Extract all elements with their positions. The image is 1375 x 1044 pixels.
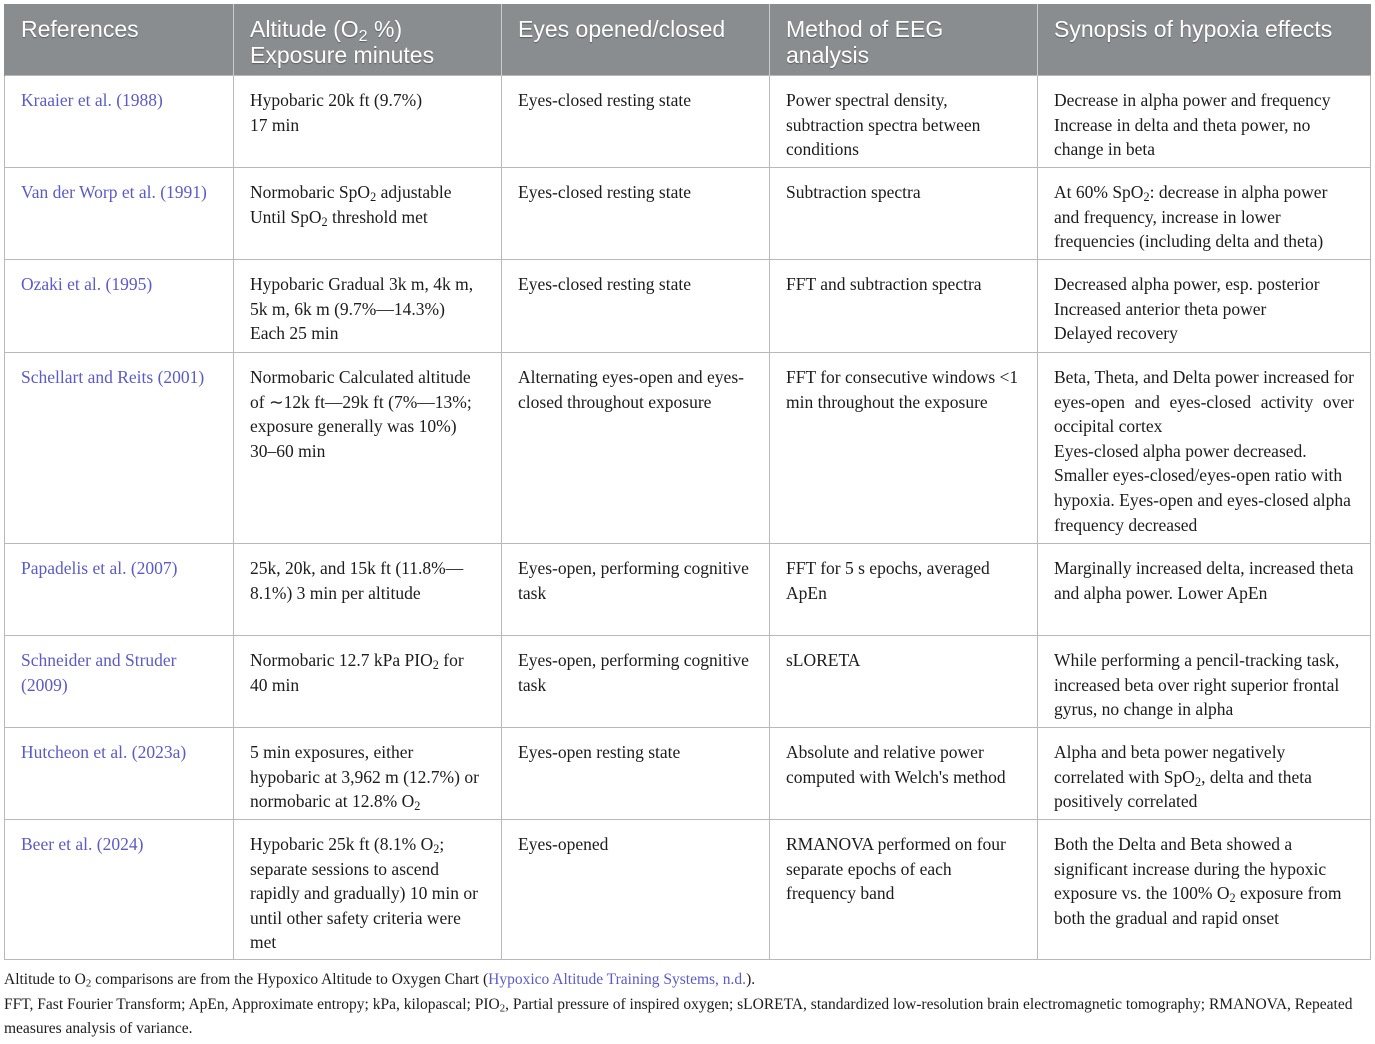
table-row <box>5 544 1371 636</box>
synopsis-cell: At 60% SpO$_2$: decrease in alpha power and frequency, increase in lower frequencies (including delta and theta) <box>1038 168 1371 260</box>
eyes-cell: Eyes-opened <box>502 820 770 960</box>
altitude-cell: Hypobaric 25k ft (8.1% $O_2$; separate sessions to ascend rapidly and gradually) 10 min or until other safety criteria were met <box>234 820 502 960</box>
table-row <box>5 76 1371 168</box>
synopsis-cell: Decrease in alpha power and frequency Increase in delta and theta power, no change in beta <box>1038 76 1371 168</box>
altitude-cell: Normobaric Calculated altitude of ∼12k ft—29k ft (7%—13%; exposure generally was 10%) 30–60 min <box>234 353 502 544</box>
table-row <box>5 820 1371 960</box>
synopsis-cell: Decreased alpha power, esp. posterior Increased anterior theta power Delayed recovery <box>1038 260 1371 353</box>
eyes-cell: Eyes-closed resting state <box>502 260 770 353</box>
eyes-cell: Alternating eyes-open and eyes-closed throughout exposure <box>502 353 770 544</box>
eyes-cell: Eyes-open, performing cognitive task <box>502 636 770 728</box>
method-cell: Subtraction spectra <box>770 168 1038 260</box>
method-cell: FFT for consecutive windows <1 min throughout the exposure <box>770 353 1038 544</box>
synopsis-cell: Both the Delta and Beta showed a significant increase during the hypoxic exposure vs. the 100% $O_2$ exposure from both the gradual and rapid onset <box>1038 820 1371 960</box>
header-eyes: Eyes opened/closed <box>502 4 770 76</box>
altitude-cell: Hypobaric Gradual 3k m, 4k m, 5k m, 6k m (9.7%—14.3%) Each 25 min <box>234 260 502 353</box>
synopsis-cell: While performing a pencil-tracking task, increased beta over right superior frontal gyrus, no change in alpha <box>1038 636 1371 728</box>
header-altitude: Altitude ($O_2$ %) Exposure minutes <box>234 4 502 76</box>
hypoxico-citation-link[interactable]: Hypoxico Altitude Training Systems, n.d. <box>488 971 747 988</box>
altitude-cell: Normobaric 12.7 kPa $PIO_2$ for 40 min <box>234 636 502 728</box>
header-method: Method of EEG analysis <box>770 4 1038 76</box>
method-cell: FFT for 5 s epochs, averaged ApEn <box>770 544 1038 636</box>
reference-link[interactable]: Kraaier et al. (1988) <box>5 76 234 168</box>
reference-link[interactable]: Beer et al. (2024) <box>5 820 234 960</box>
header-references: References <box>5 4 234 76</box>
eyes-cell: Eyes-open resting state <box>502 728 770 820</box>
table-header-row <box>5 4 1371 76</box>
altitude-cell: Hypobaric 20k ft (9.7%) 17 min <box>234 76 502 168</box>
reference-link[interactable]: Schellart and Reits (2001) <box>5 353 234 544</box>
header-synopsis: Synopsis of hypoxia effects <box>1038 4 1371 76</box>
table-row <box>5 728 1371 820</box>
eyes-cell: Eyes-closed resting state <box>502 168 770 260</box>
hypoxia-eeg-table-container <box>4 4 1370 960</box>
table-row <box>5 353 1371 544</box>
synopsis-cell: Alpha and beta power negatively correlated with SpO$_2$, delta and theta positively correlated <box>1038 728 1371 820</box>
synopsis-cell: Marginally increased delta, increased theta and alpha power. Lower ApEn <box>1038 544 1371 636</box>
eyes-cell: Eyes-open, performing cognitive task <box>502 544 770 636</box>
footnote-abbreviations: FFT, Fast Fourier Transform; ApEn, Approximate entropy; kPa, kilopascal; $PIO_2$, Partial pressure of inspired oxygen; sLORETA, standardized low-resolution brain electromagnetic tomography; RMANOVA, Repeated measures analysis of variance. <box>4 995 1353 1037</box>
reference-link[interactable]: Ozaki et al. (1995) <box>5 260 234 353</box>
reference-link[interactable]: Van der Worp et al. (1991) <box>5 168 234 260</box>
altitude-cell: 25k, 20k, and 15k ft (11.8%—8.1%) 3 min per altitude <box>234 544 502 636</box>
method-cell: Power spectral density, subtraction spectra between conditions <box>770 76 1038 168</box>
method-cell: FFT and subtraction spectra <box>770 260 1038 353</box>
altitude-cell: Normobaric SpO$_2$ adjustable Until SpO$_2$ threshold met <box>234 168 502 260</box>
footnote-source: Altitude to $O_2$ comparisons are from the Hypoxico Altitude to Oxygen Chart (Hypoxico Altitude Training Systems, n.d.). <box>4 971 756 990</box>
reference-link[interactable]: Hutcheon et al. (2023a) <box>5 728 234 820</box>
table-row <box>5 636 1371 728</box>
method-cell: Absolute and relative power computed with Welch's method <box>770 728 1038 820</box>
reference-link[interactable]: Schneider and Struder (2009) <box>5 636 234 728</box>
hypoxia-eeg-table <box>4 4 1371 960</box>
method-cell: sLORETA <box>770 636 1038 728</box>
table-row <box>5 260 1371 353</box>
altitude-cell: 5 min exposures, either hypobaric at 3,962 m (12.7%) or normobaric at 12.8% $O_2$ <box>234 728 502 820</box>
method-cell: RMANOVA performed on four separate epochs of each frequency band <box>770 820 1038 960</box>
table-row <box>5 168 1371 260</box>
eyes-cell: Eyes-closed resting state <box>502 76 770 168</box>
reference-link[interactable]: Papadelis et al. (2007) <box>5 544 234 636</box>
synopsis-cell: Beta, Theta, and Delta power increased for eyes-open and eyes-closed activity over occipital cortex Eyes-closed alpha power decreased. Smaller eyes-closed/eyes-open ratio with hypoxia. Eyes-open and eyes-closed alpha frequency decreased <box>1038 353 1371 544</box>
table-footnotes <box>4 968 1370 1042</box>
